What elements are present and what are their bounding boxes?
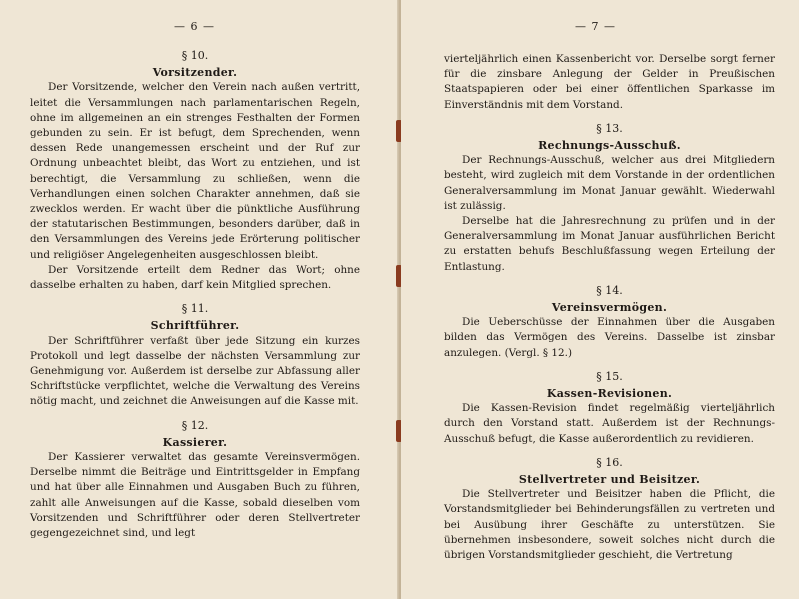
paragraph: Die Ueberschüsse der Einnahmen über die Ausgaben bilden das Vermögen des Vereins. Dasselbe ist zinsbar anzulegen. (Vergl. § 12.) xyxy=(444,316,775,359)
section-heading: Schriftführer. xyxy=(150,319,240,333)
text-column xyxy=(30,48,360,541)
left-page xyxy=(0,0,398,599)
paragraph: Der Schriftführer verfaßt über jede Sitzung ein kurzes Protokoll und legt dasselbe der nächsten Versammlung zur Genehmigung vor. Außerdem ist derselbe zur Abfassung aller Schriftstücke verpflichtet, welche die Verwaltung des Vereins nötig macht, und zeichnet die Anweisungen auf die Kasse mit. xyxy=(30,334,360,408)
section-heading: Vorsitzender. xyxy=(152,66,238,80)
paragraph: Die Stellvertreter und Beisitzer haben die Pflicht, die Vorstandsmitglieder bei Behinderungsfällen zu vertreten und bei Ausübung ihrer Geschäfte zu unterstützen. Sie übernehmen insbesondere, soweit solches nicht durch die übrigen Vorstandsmitglieder geschieht, die Vertretung xyxy=(444,488,775,562)
paragraph: Die Kassen-Revision findet regelmäßig vierteljährlich durch den Vorstand statt. Außerdem ist der Rechnungs-Ausschuß befugt, die Kasse außerordentlich zu revidieren. xyxy=(444,402,775,445)
section-number: § 16. xyxy=(596,455,623,469)
paragraph: Der Rechnungs-Ausschuß, welcher aus drei Mitgliedern besteht, wird zugleich mit dem Vorstande in der ordentlichen Generalversammlung im Monat Januar gewählt. Wiederwahl ist zulässig. xyxy=(444,154,775,212)
section-number: § 10. xyxy=(181,49,209,62)
paragraph: Derselbe hat die Jahresrechnung zu prüfen und in der Generalversammlung im Monat Januar ausführlichen Bericht zu erstatten behufs Beschlußfassung wegen Erteilung der Entlastung. xyxy=(444,215,775,273)
section-heading: Vereinsvermögen. xyxy=(551,301,668,315)
section-heading: Stellvertreter und Beisitzer. xyxy=(518,473,701,487)
section-number: § 12. xyxy=(181,418,209,432)
right-page xyxy=(401,0,799,599)
section-number: § 13. xyxy=(596,121,623,135)
paragraph: Der Vorsitzende erteilt dem Redner das Wort; ohne dasselbe erhalten zu haben, darf kein Mitglied sprechen. xyxy=(30,263,360,292)
paragraph: Der Vorsitzende, welcher den Verein nach außen vertritt, leitet die Versammlungen nach parlamentarischen Regeln, ohne im allgemeinen an ein strenges Festhalten der Formen gebunden zu sein. Er ist befugt, dem Sprechenden, wenn dessen Rede unangemessen erscheint und der Ruf zur Ordnung unbeachtet bleibt, das Wort zu entziehen, und ist berechtigt, die Versammlung zu schließen, wenn die Verhandlungen einen solchen Charakter annehmen, daß sie zwecklos werden. Er wacht über die pünktliche Ausführung der statutarischen Bestimmungen, besonders darüber, daß in den Versammlungen des Vereins jede Erörterung politischer und religiöser Angelegenheiten ausgeschlossen bleibt. xyxy=(30,81,360,261)
page-number: — 6 — xyxy=(174,20,215,33)
section-heading: Kassierer. xyxy=(162,435,228,449)
section-heading: Rechnungs-Ausschuß. xyxy=(538,139,681,153)
paragraph: Der Kassierer verwaltet das gesamte Vereinsvermögen. Derselbe nimmt die Beiträge und Eintrittsgelder in Empfang und hat über alle Einnahmen und Ausgaben Buch zu führen, zahlt alle Anweisungen auf die Kasse, sobald dieselben vom Vorsitzenden und Schriftführer oder deren Stellvertreter gegengezeichnet sind, und legt xyxy=(30,451,360,540)
section-number: § 15. xyxy=(596,369,623,383)
section-number: § 11. xyxy=(181,302,209,316)
section-number: § 14. xyxy=(596,283,623,297)
paragraph: vierteljährlich einen Kassenbericht vor. Derselbe sorgt ferner für die zinsbare Anlegung der Gelder in Preußischen Staatspapieren oder bei einer öffentlichen Sparkasse im Einverständnis mit dem Vorstand. xyxy=(444,53,775,111)
page-number: — 7 — xyxy=(575,20,616,33)
text-column xyxy=(444,52,775,563)
section-heading: Kassen-Revisionen. xyxy=(546,387,673,401)
